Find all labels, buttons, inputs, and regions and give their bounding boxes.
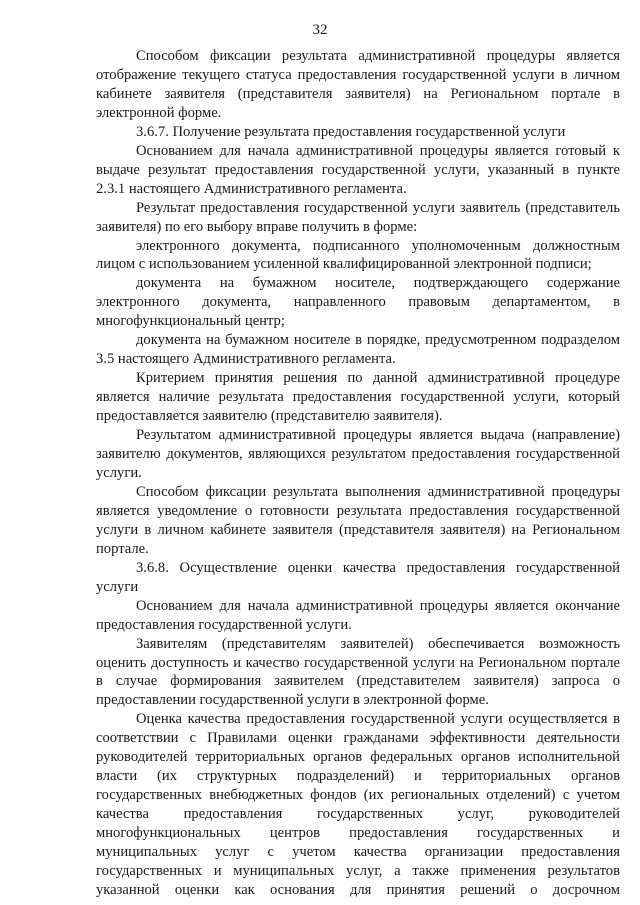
paragraph-result-fixation: Способом фиксации результата выполнения административной процедуры является уведомление о готовности результата предоставления государственной услуги в личном кабинете заявителя (представителя заявителя) на Региональном портале. — [96, 483, 620, 557]
list-item-electronic-document: электронного документа, подписанного уполномоченным должностным лицом с использованием усиленной квалифицированной электронной подписи; — [96, 237, 620, 273]
list-item-paper-document-3-5: документа на бумажном носителе в порядке, предусмотренном подразделом 3.5 настоящего Административного регламента. — [96, 332, 620, 368]
paragraph-quality-assessment-opportunity: Заявителям (представителям заявителей) обеспечивается возможность оценить доступность и качество государственной услуги на Региональном портале в случае формирования заявителем (представителем заявителя) запроса о предоставлении государственной услуги в электронной форме. — [96, 635, 620, 709]
page-number: 32 — [312, 22, 328, 38]
paragraph-status-fixation: Способом фиксации результата административной процедуры является отображение текущего статуса предоставления государственной услуги в личном кабинете заявителя (представителя заявителя) на Региональном портале в электронной форме. — [96, 48, 620, 121]
paragraph-quality-assessment-rules: Оценка качества предоставления государственной услуги осуществляется в соответствии с Правилами оценки гражданами эффективности деятельности руководителей территориальных органов федеральных органов исполнительной власти (их структурных подразделений) и территориальных органов государственных внебюджетных фондов (их региональных отделений) с учетом качества предоставления государственных услуг, руководителей многофункциональных центров предоставления государственных и муниципальных услуг с учетом качества организации предоставления государственных и муниципальных услуг, а также применения результатов указанной оценки как основания для принятия решений о досрочном — [96, 711, 620, 898]
section-heading-3-6-8: 3.6.8. Осуществление оценки качества предоставления государственной услуги — [96, 559, 620, 595]
paragraph-basis-3-6-8: Основанием для начала административной процедуры является окончание предоставления государственной услуги. — [96, 597, 620, 633]
paragraph-procedure-result: Результатом административной процедуры является выдача (направление) заявителю документов, являющихся результатом предоставления государственной услуги. — [96, 427, 620, 481]
list-item-paper-document-mfc: документа на бумажном носителе, подтверждающего содержание электронного документа, направленного правовым департаментом, в многофункциональный центр; — [96, 275, 620, 330]
paragraph-basis-3-6-7: Основанием для начала административной процедуры является готовый к выдаче результат предоставления государственной услуги, указанный в пункте 2.3.1 настоящего Административного регламента. — [96, 142, 620, 197]
paragraph-result-forms: Результат предоставления государственной услуги заявитель (представитель заявителя) по его выбору вправе получить в форме: — [96, 199, 620, 235]
section-heading-3-6-7: 3.6.7. Получение результата предоставления государственной услуги — [136, 123, 566, 140]
paragraph-decision-criterion: Критерием принятия решения по данной административной процедуре является наличие результата предоставления государственной услуги, который предоставляется заявителю (представителю заявителя). — [96, 370, 620, 425]
document-body — [96, 47, 620, 900]
